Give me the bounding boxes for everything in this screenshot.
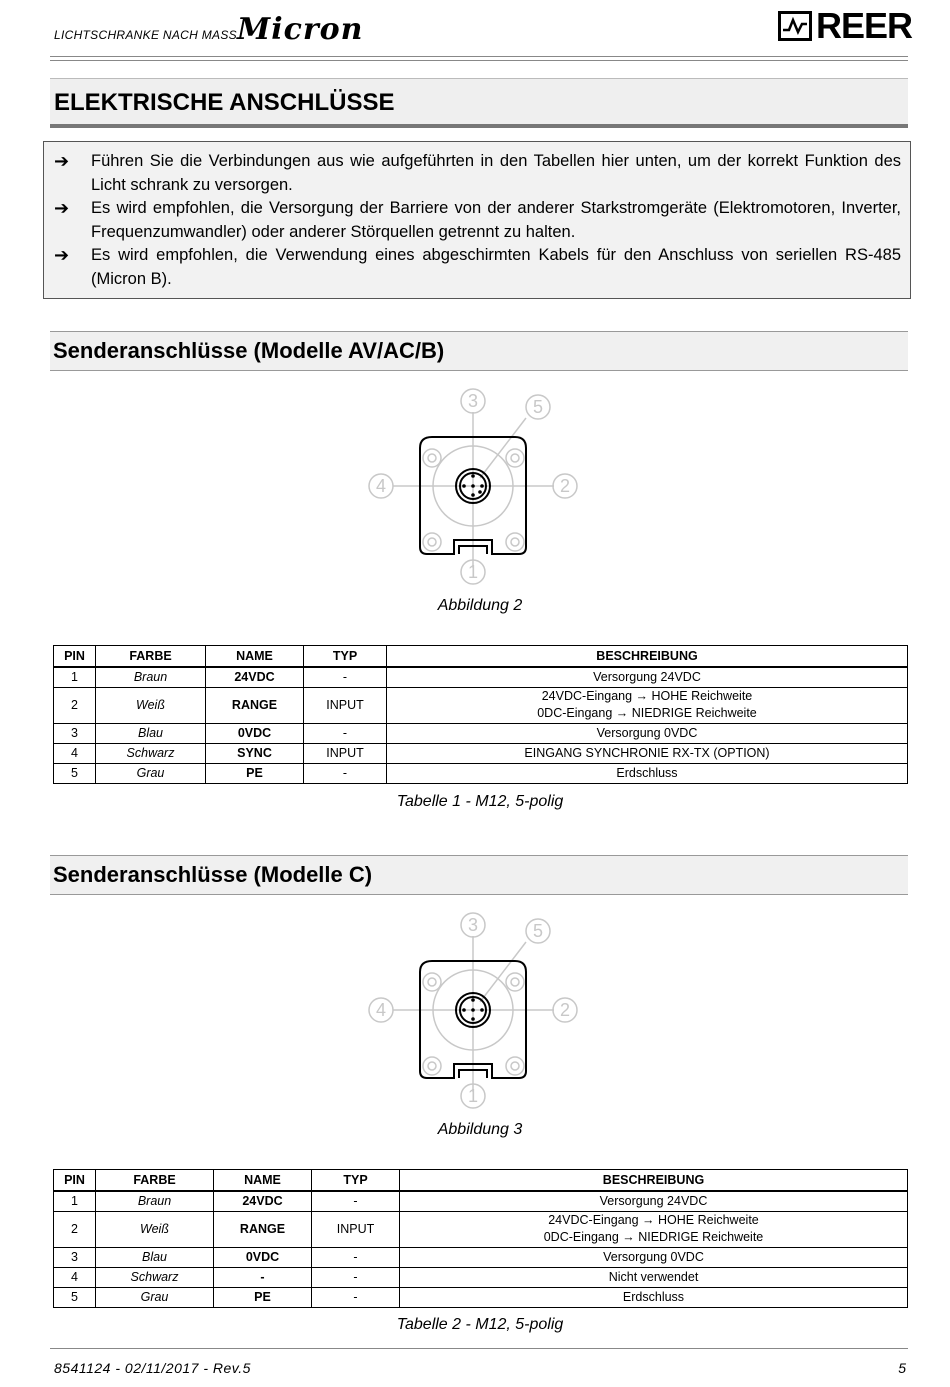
cell-farbe: Weiß (96, 687, 206, 723)
cell-typ: INPUT (312, 1211, 400, 1247)
cell-typ: - (304, 723, 387, 743)
cell-beschreibung: Versorgung 24VDC (387, 667, 908, 687)
cell-typ: - (304, 667, 387, 687)
note-text: Es wird empfohlen, die Versorgung der Barriere von der anderer Starkstromgeräte (Elektromotoren, Inverter, Frequenzumwandler) oder anderer Störquellen getrennt zu halten. (91, 199, 901, 241)
pin-label: 4 (375, 1000, 387, 1020)
reer-logo-text: REER (816, 5, 913, 46)
cell-name: 0VDC (214, 1247, 312, 1267)
arrow-right-icon: ➔ (54, 198, 70, 218)
cell-farbe: Weiß (96, 1211, 214, 1247)
cell-beschreibung: Versorgung 0VDC (387, 723, 908, 743)
header-beschreibung: BESCHREIBUNG (400, 1170, 908, 1192)
desc-line: 24VDC-Eingang → HOHE Reichweite (548, 1213, 759, 1227)
section-title-bar (50, 331, 908, 371)
connector-diagram-m12 (360, 382, 590, 588)
table-row (54, 687, 908, 723)
micron-logo: Micron (237, 12, 364, 47)
cell-beschreibung: Versorgung 24VDC (400, 1191, 908, 1211)
header-divider-2 (50, 60, 908, 61)
cell-name: PE (214, 1287, 312, 1307)
cell-beschreibung: EINGANG SYNCHRONIE RX-TX (OPTION) (387, 743, 908, 763)
table-row (54, 1287, 908, 1307)
cell-name: RANGE (206, 687, 304, 723)
pin-label: 5 (532, 397, 544, 417)
table-row (54, 1247, 908, 1267)
desc-line: 24VDC-Eingang → HOHE Reichweite (541, 689, 753, 703)
cell-pin: 5 (54, 763, 96, 783)
cell-pin: 2 (54, 1211, 96, 1247)
table-row (54, 723, 908, 743)
pin-label: 3 (467, 915, 479, 935)
header-farbe: FARBE (96, 1170, 214, 1192)
table-row (54, 763, 908, 783)
cell-pin: 3 (54, 1247, 96, 1267)
reer-logo-mark-icon (778, 11, 812, 41)
table-row (54, 1211, 908, 1247)
cell-name: PE (206, 763, 304, 783)
table-caption: Tabelle 2 - M12, 5-polig (396, 1316, 564, 1333)
cell-farbe: Blau (96, 723, 206, 743)
cell-farbe: Grau (96, 1287, 214, 1307)
cell-typ: - (312, 1267, 400, 1287)
section-title-bar (50, 855, 908, 895)
pin-label: 1 (467, 1086, 479, 1106)
footer-doc-ref: 8541124 - 02/11/2017 - Rev.5 (54, 1360, 251, 1376)
footer-divider (50, 1348, 908, 1349)
cell-farbe: Grau (96, 763, 206, 783)
cell-farbe: Braun (96, 1191, 214, 1211)
pin-table-1 (53, 645, 908, 784)
table-row (54, 1191, 908, 1211)
figure-caption: Abbildung 2 (437, 597, 523, 614)
cell-typ: - (312, 1191, 400, 1211)
table-header-row (54, 646, 908, 668)
figure-caption: Abbildung 3 (437, 1121, 523, 1138)
header-tagline: LICHTSCHRANKE NACH MASS (54, 28, 237, 42)
header-name: NAME (206, 646, 304, 668)
cell-name: RANGE (214, 1211, 312, 1247)
table-row (54, 667, 908, 687)
pin-label: 4 (375, 476, 387, 496)
cell-pin: 3 (54, 723, 96, 743)
cell-typ: - (312, 1287, 400, 1307)
cell-pin: 2 (54, 687, 96, 723)
header-beschreibung: BESCHREIBUNG (387, 646, 908, 668)
pin-table-2 (53, 1169, 908, 1308)
table-row (54, 743, 908, 763)
cell-farbe: Blau (96, 1247, 214, 1267)
pin-label: 5 (532, 921, 544, 941)
pin-label: 2 (559, 476, 571, 496)
cell-typ: INPUT (304, 687, 387, 723)
cell-typ: - (304, 763, 387, 783)
pin-label: 3 (467, 391, 479, 411)
connector-diagram-m12 (360, 906, 590, 1112)
header-typ: TYP (304, 646, 387, 668)
cell-name: 0VDC (206, 723, 304, 743)
pin-label: 2 (559, 1000, 571, 1020)
pin-label: 1 (467, 562, 479, 582)
section-title: Senderanschlüsse (Modelle C) (53, 862, 373, 887)
cell-pin: 4 (54, 743, 96, 763)
desc-line: 0DC-Eingang → NIEDRIGE Reichweite (537, 706, 757, 720)
cell-farbe: Braun (96, 667, 206, 687)
cell-pin: 5 (54, 1287, 96, 1307)
cell-name: SYNC (206, 743, 304, 763)
arrow-right-icon: ➔ (54, 245, 70, 265)
cell-beschreibung: Erdschluss (400, 1287, 908, 1307)
arrow-right-icon: ➔ (54, 151, 70, 171)
cell-name: 24VDC (214, 1191, 312, 1211)
note-text: Es wird empfohlen, die Verwendung eines abgeschirmten Kabels für den Anschluss von seriellen RS-485 (Micron B). (91, 246, 901, 288)
cell-pin: 4 (54, 1267, 96, 1287)
table-caption: Tabelle 1 - M12, 5-polig (396, 793, 564, 810)
cell-pin: 1 (54, 1191, 96, 1211)
page-number: 5 (898, 1360, 906, 1376)
header-divider (50, 56, 908, 57)
table-header-row (54, 1170, 908, 1192)
cell-farbe: Schwarz (96, 1267, 214, 1287)
header-pin: PIN (54, 646, 96, 668)
cell-name: - (214, 1267, 312, 1287)
section-title: Senderanschlüsse (Modelle AV/AC/B) (53, 338, 445, 363)
cell-beschreibung (387, 687, 908, 723)
cell-typ: INPUT (304, 743, 387, 763)
cell-beschreibung: Versorgung 0VDC (400, 1247, 908, 1267)
cell-beschreibung (400, 1211, 908, 1247)
desc-line: 0DC-Eingang → NIEDRIGE Reichweite (543, 1230, 764, 1244)
cell-pin: 1 (54, 667, 96, 687)
cell-farbe: Schwarz (96, 743, 206, 763)
table-row (54, 1267, 908, 1287)
page-title: ELEKTRISCHE ANSCHLÜSSE (54, 89, 395, 116)
cell-typ: - (312, 1247, 400, 1267)
page-title-bar (50, 78, 908, 128)
header-name: NAME (214, 1170, 312, 1192)
header-typ: TYP (312, 1170, 400, 1192)
cell-beschreibung: Nicht verwendet (400, 1267, 908, 1287)
header-pin: PIN (54, 1170, 96, 1192)
header-farbe: FARBE (96, 646, 206, 668)
cell-name: 24VDC (206, 667, 304, 687)
cell-beschreibung: Erdschluss (387, 763, 908, 783)
note-text: Führen Sie die Verbindungen aus wie aufgeführten in den Tabellen hier unten, um der korrekt Funktion des Licht schrank zu versorgen. (91, 152, 901, 194)
reer-logo (778, 6, 912, 46)
notes-box (43, 141, 911, 299)
